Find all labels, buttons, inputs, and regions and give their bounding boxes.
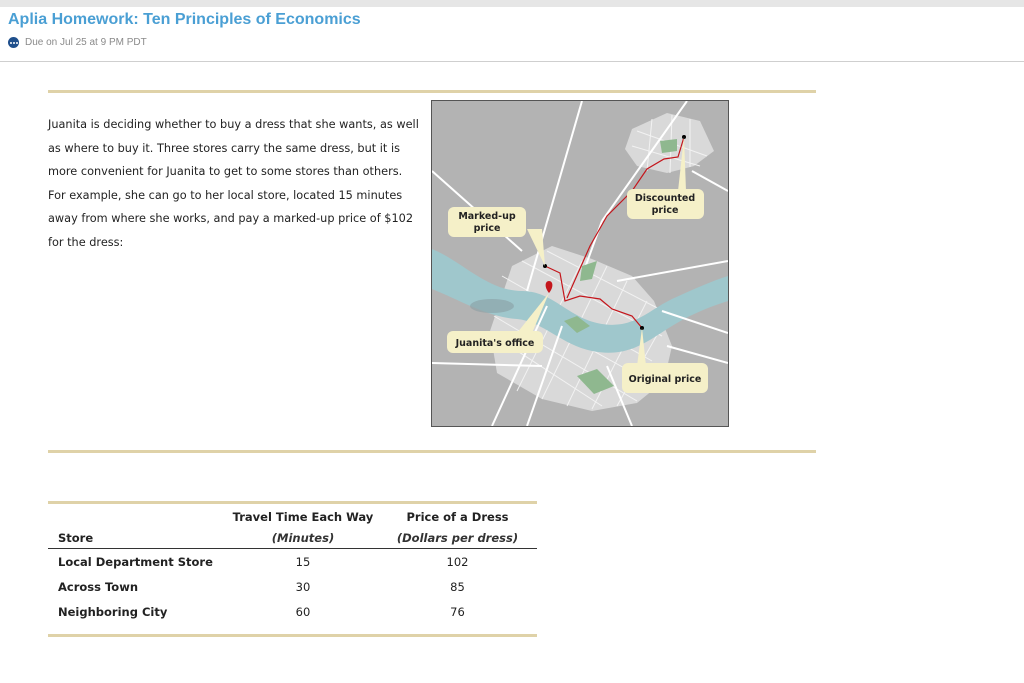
table-row (48, 549, 537, 575)
page-title[interactable]: Aplia Homework: Ten Principles of Economics (8, 11, 361, 28)
store-name: Neighboring City (58, 604, 168, 619)
travel-time: 30 (295, 579, 311, 594)
time-unit: (Minutes) (228, 527, 378, 549)
store-name: Across Town (58, 579, 139, 594)
problem-text: Juanita is deciding whether to buy a dress that she wants, as well as where to buy it. Three stores carry the same dress, but it is more convenient for Juanita to get to some stores than others. For example, she can go to her local store, located 15 minutes away from where she works, and pay a marked-up price of $102 for the dress: (48, 118, 419, 249)
table-bottom-rule (48, 634, 537, 637)
travel-time: 60 (295, 604, 311, 619)
due-date: Due on Jul 25 at 9 PM PDT (25, 37, 147, 48)
city-map (431, 100, 729, 427)
price-unit: (Dollars per dress) (378, 527, 537, 549)
assignment-header (0, 7, 1024, 62)
dress-price: 85 (450, 579, 465, 594)
table-top-rule (48, 501, 537, 504)
discounted-price-label-1: Discounted (634, 193, 696, 204)
markup-price-label-2: price (473, 223, 501, 234)
price-header: Price of a Dress (406, 509, 509, 524)
store-table (48, 506, 537, 624)
store-header: Store (48, 527, 228, 549)
office-label: Juanita's office (455, 338, 535, 349)
store-name: Local Department Store (58, 554, 213, 569)
original-price-label: Original price (628, 374, 702, 385)
table-row (48, 574, 537, 599)
due-date-row (8, 37, 147, 48)
middle-divider (48, 450, 816, 453)
more-options-icon[interactable] (8, 37, 19, 48)
top-bar (0, 0, 1024, 7)
dress-price: 76 (450, 604, 465, 619)
markup-price-label-1: Marked-up (458, 211, 516, 222)
travel-time: 15 (295, 554, 311, 569)
dress-price: 102 (446, 554, 469, 569)
table-row (48, 599, 537, 624)
top-divider (48, 90, 816, 93)
discounted-price-label-2: price (651, 205, 679, 216)
time-header: Travel Time Each Way (232, 509, 374, 524)
